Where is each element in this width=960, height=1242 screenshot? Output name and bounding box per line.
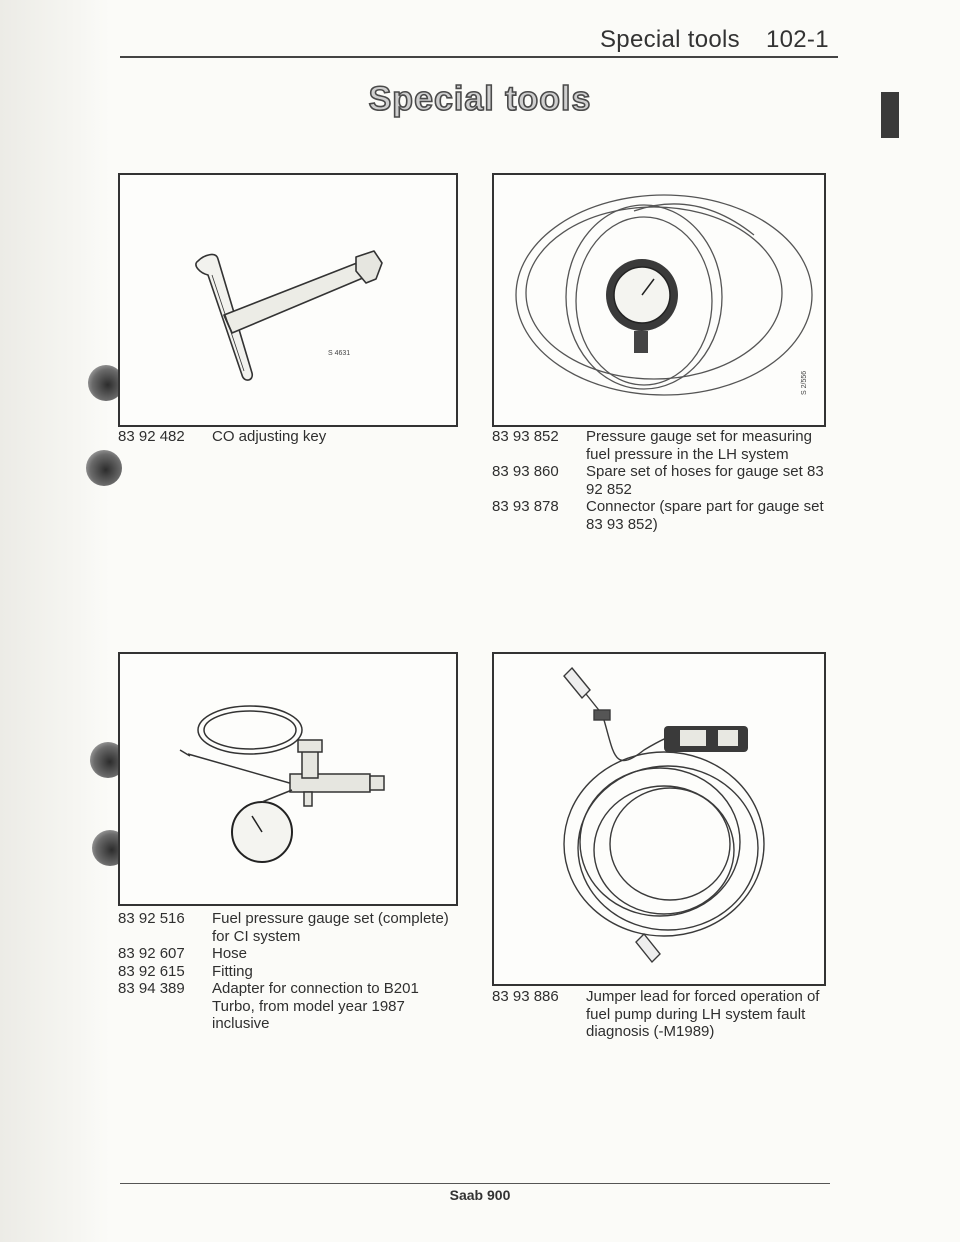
part-description: Connector (spare part for gauge set 83 93 852): [586, 498, 824, 533]
part-number: 83 93 878: [492, 498, 559, 515]
part-number: 83 92 482: [118, 428, 185, 445]
figure-pressure-gauge-set: [492, 173, 826, 427]
part-description: Hose: [212, 945, 248, 962]
caption-pressure-gauge-set: [492, 428, 828, 533]
caption-co-adjusting-key: [118, 428, 458, 446]
part-number: 83 93 852: [492, 428, 559, 445]
part-description: Adapter for connection to B201 Turbo, from model year 1987 inclusive: [212, 980, 419, 1032]
part-description: Spare set of hoses for gauge set 83 92 852: [586, 463, 824, 498]
figure-fuel-pressure-gauge-ci: [118, 652, 458, 906]
ci-gauge-set-illustration: [120, 654, 456, 904]
caption-row: [492, 498, 828, 533]
figure-stamp: S 2/556: [801, 370, 808, 395]
gauge-with-hose-illustration: [494, 175, 824, 425]
caption-row: [492, 988, 828, 1041]
part-number: 83 93 886: [492, 988, 559, 1005]
caption-row: [492, 463, 828, 498]
header-section: Special tools: [600, 26, 740, 53]
page-heading: Special tools: [368, 80, 592, 118]
part-description: Jumper lead for forced operation of fuel pump during LH system fault diagnosis (-M1989): [586, 988, 820, 1040]
part-description: CO adjusting key: [212, 428, 327, 445]
punch-hole: [86, 450, 122, 486]
caption-row: [118, 945, 458, 963]
t-handle-key-illustration: [120, 175, 456, 425]
part-description: Fuel pressure gauge set (complete) for CI system: [212, 910, 449, 945]
caption-row: [118, 428, 458, 446]
figure-stamp: S 4631: [328, 350, 351, 357]
caption-row: [118, 910, 458, 945]
part-number: 83 94 389: [118, 980, 185, 997]
running-header: [600, 26, 855, 54]
part-number: 83 92 516: [118, 910, 185, 927]
part-description: Fitting: [212, 962, 253, 980]
caption-fuel-pressure-gauge-ci: [118, 910, 458, 1033]
caption-jumper-lead: [492, 988, 828, 1041]
header-page-number: 102-1: [765, 26, 829, 53]
part-number: 83 93 860: [492, 463, 559, 480]
footer-model: Saab 900: [449, 1187, 511, 1203]
binding-edge: [0, 0, 110, 1242]
header-rule: [120, 56, 838, 58]
caption-row: [118, 963, 458, 981]
figure-jumper-lead: [492, 652, 826, 986]
footer-rule: [120, 1183, 830, 1184]
part-description: Pressure gauge set for measuring fuel pressure in the LH system: [586, 428, 812, 463]
figure-co-adjusting-key: [118, 173, 458, 427]
part-number: 83 92 607: [118, 945, 185, 962]
caption-row: [118, 980, 458, 1033]
part-number: 83 92 615: [118, 962, 185, 980]
caption-row: [492, 428, 828, 463]
jumper-lead-illustration: [494, 654, 824, 984]
